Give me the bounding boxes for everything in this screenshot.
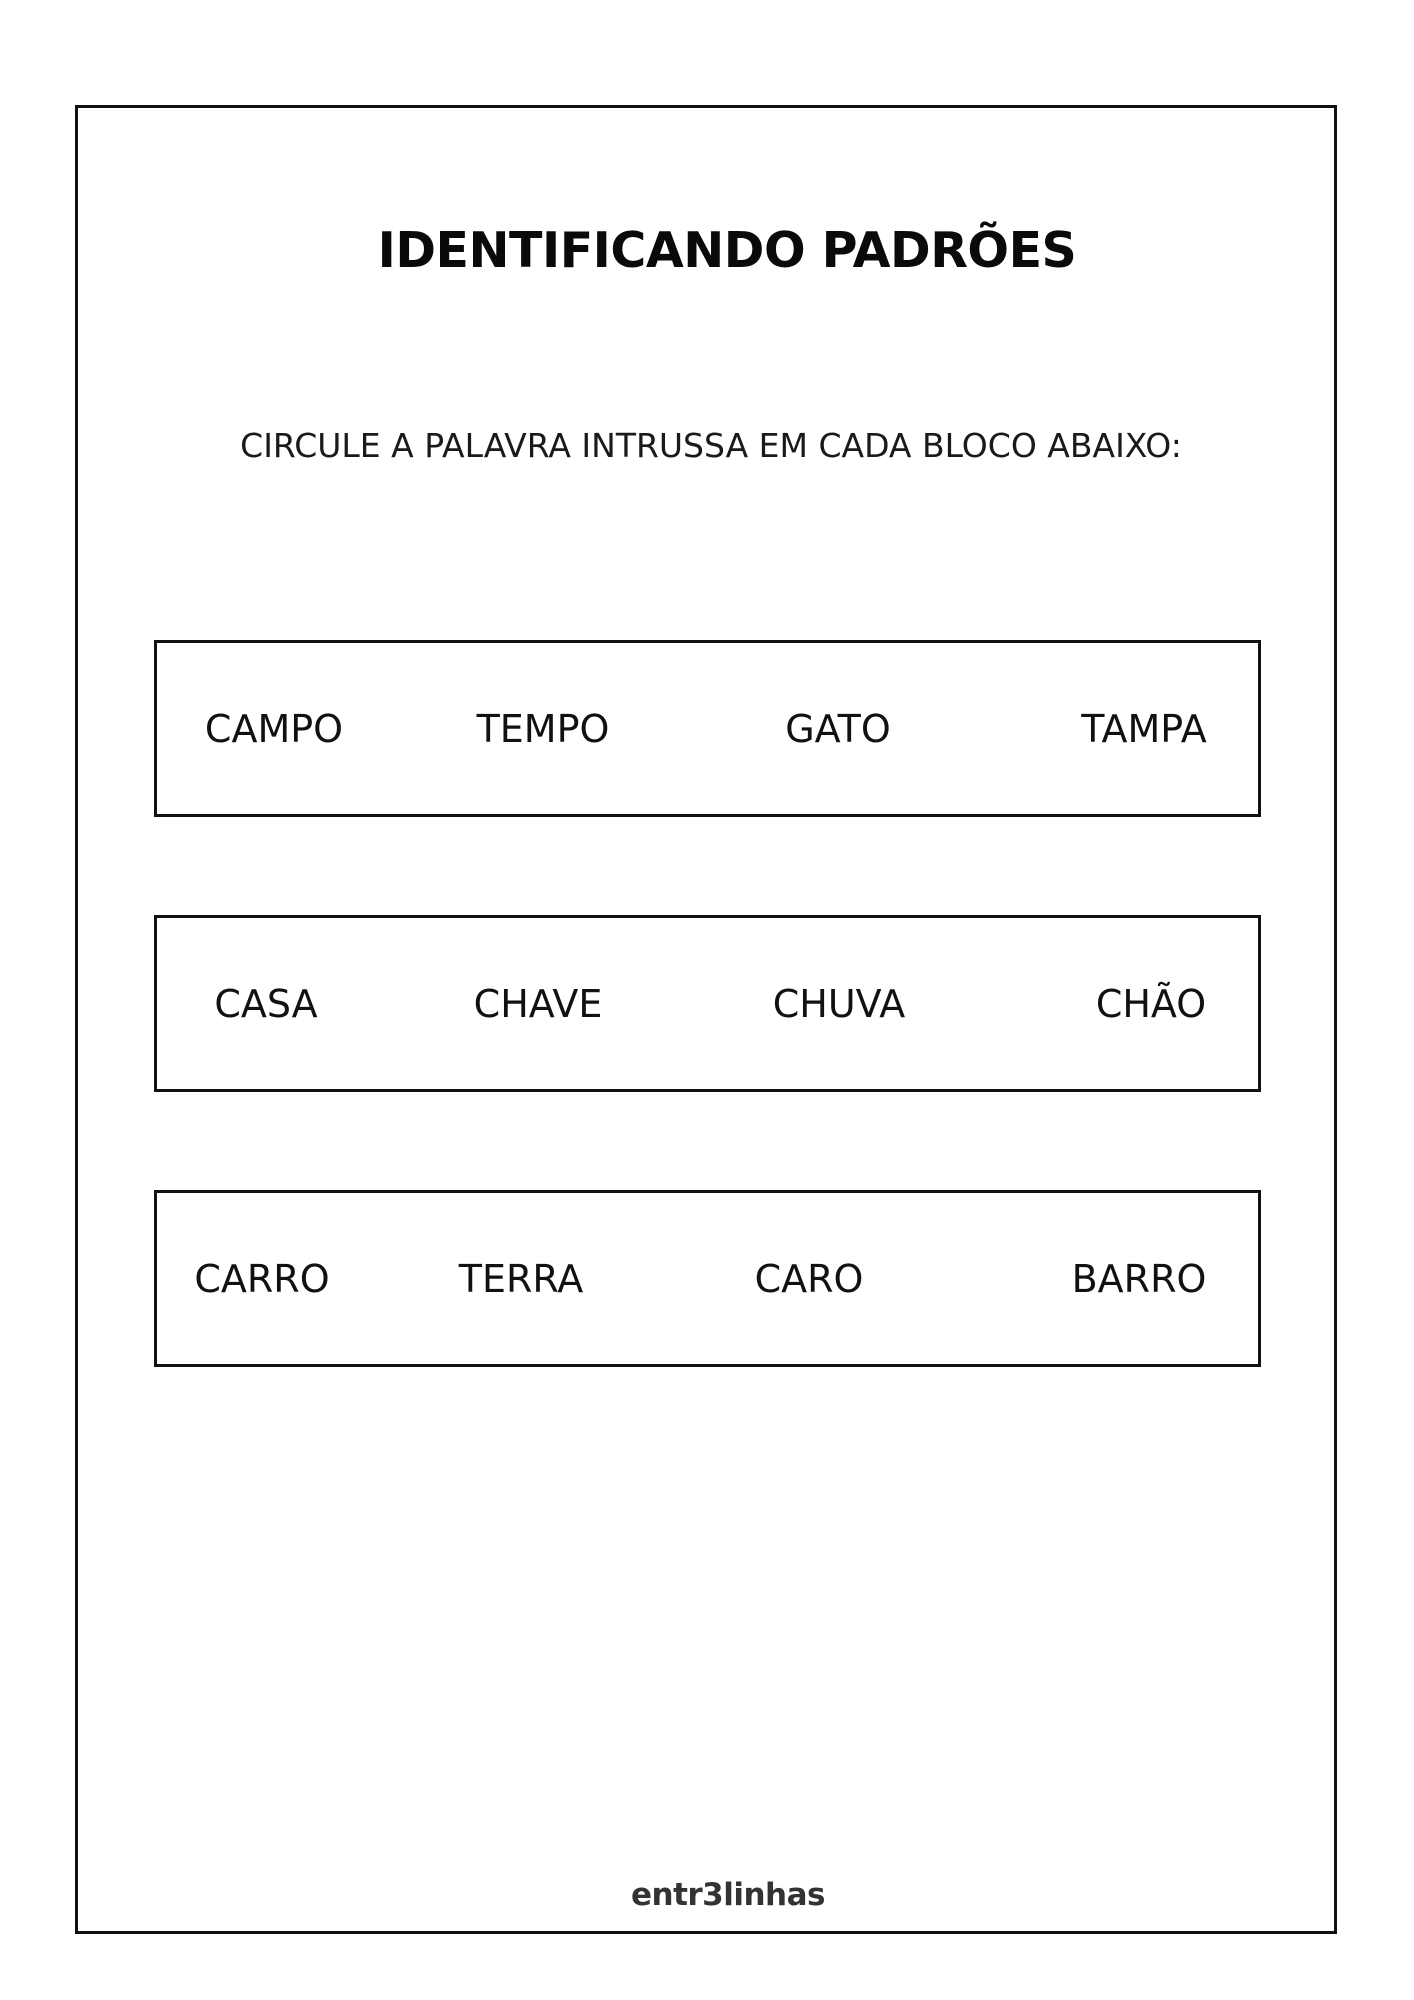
instruction-text: CIRCULE A PALAVRA INTRUSSA EM CADA BLOCO ABAIXO: — [240, 426, 1182, 465]
page-title: IDENTIFICANDO PADRÕES — [377, 222, 1077, 279]
word-item[interactable]: TEMPO — [476, 706, 610, 751]
word-block-2 — [154, 915, 1261, 1092]
word-item[interactable]: CHÃO — [1095, 981, 1207, 1026]
word-item[interactable]: CARRO — [194, 1256, 330, 1301]
word-block-1 — [154, 640, 1261, 817]
word-block-3 — [154, 1190, 1261, 1367]
word-item[interactable]: CARO — [754, 1256, 864, 1301]
word-item[interactable]: CHUVA — [772, 981, 906, 1026]
word-item[interactable]: CAMPO — [204, 706, 344, 751]
word-item[interactable]: CASA — [214, 981, 318, 1026]
brand-logo: entr3linhas — [630, 1877, 826, 1913]
word-item[interactable]: BARRO — [1071, 1256, 1207, 1301]
word-item[interactable]: CHAVE — [473, 981, 603, 1026]
word-item[interactable]: TAMPA — [1081, 706, 1207, 751]
word-item[interactable]: GATO — [785, 706, 891, 751]
word-item[interactable]: TERRA — [458, 1256, 584, 1301]
